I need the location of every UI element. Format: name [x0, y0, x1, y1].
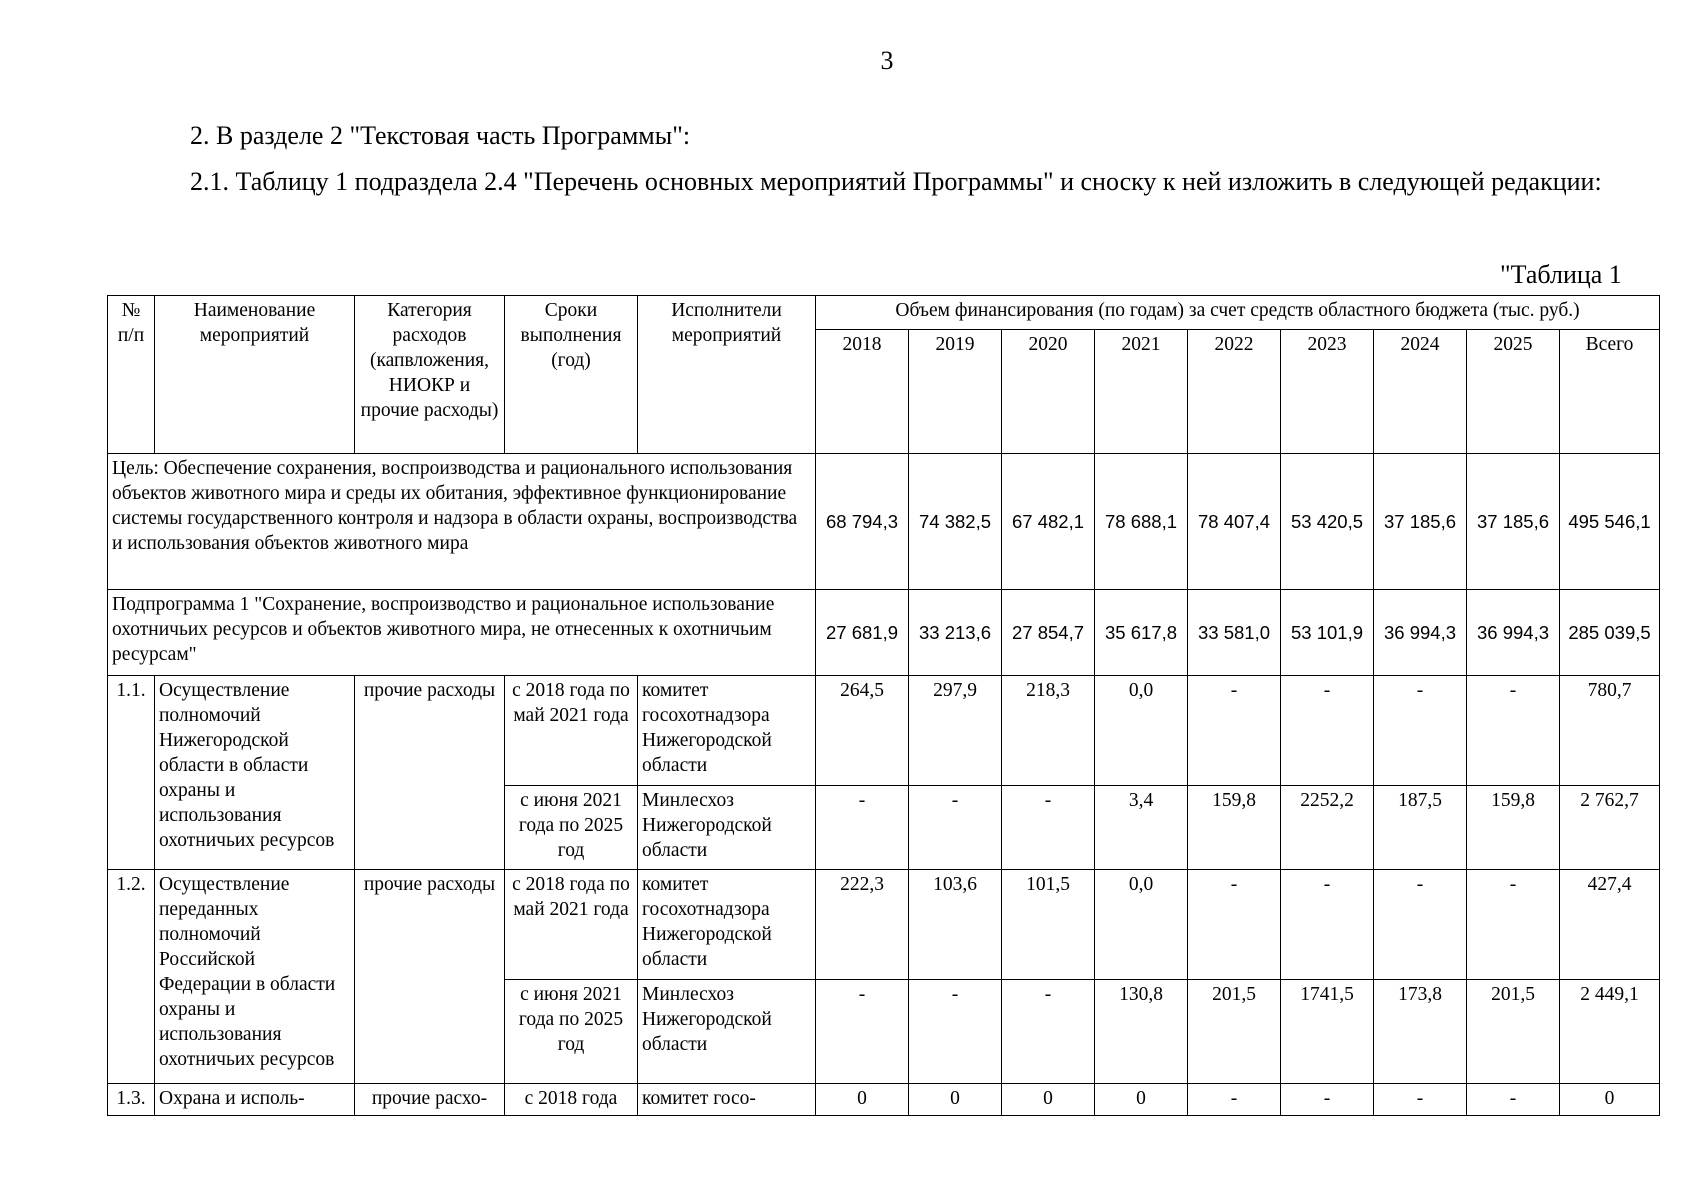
item-num: 1.3.: [108, 1084, 155, 1116]
header-category: Категория расходов (капвложения, НИОКР и прочие расходы): [355, 296, 505, 454]
header-period: Сроки выполнения (год): [505, 296, 638, 454]
item-value: 0: [1002, 1084, 1095, 1116]
item-value: 201,5: [1188, 980, 1281, 1084]
goal-text: Цель: Обеспечение сохранения, воспроизводства и рационального использования объектов животного мира и среды их обитания, эффективное функционирование системы государственного контроля и надзора в области охраны, воспроизводства и использования объектов животного мира: [108, 454, 816, 590]
item-value: -: [1188, 676, 1281, 786]
item-value: 103,6: [909, 870, 1002, 980]
item-value: 0: [816, 1084, 909, 1116]
paragraph-section-2: 2. В разделе 2 "Текстовая часть Программы":: [190, 121, 691, 150]
subprogram-value: 53 101,9: [1281, 590, 1374, 676]
goal-value: 37 185,6: [1467, 454, 1560, 590]
item-name: Осуществление полномочий Нижегородской области в области охраны и использования охотничьих ресурсов: [155, 676, 355, 870]
table-row: [108, 870, 1660, 980]
item-value: 201,5: [1467, 980, 1560, 1084]
goal-value: 67 482,1: [1002, 454, 1095, 590]
item-value: -: [1374, 870, 1467, 980]
item-value: -: [816, 980, 909, 1084]
item-period: с 2018 года по май 2021 года: [505, 676, 638, 786]
goal-value: 78 688,1: [1095, 454, 1188, 590]
item-executor: Минлесхоз Нижегородской области: [638, 786, 816, 870]
item-category: прочие расходы: [355, 870, 505, 1084]
item-value: -: [816, 786, 909, 870]
item-value: -: [909, 980, 1002, 1084]
item-value: -: [1281, 1084, 1374, 1116]
header-year: 2020: [1002, 330, 1095, 454]
subprogram-value: 33 213,6: [909, 590, 1002, 676]
goal-total: 495 546,1: [1560, 454, 1660, 590]
paragraph-table-instruction: 2.1. Таблицу 1 подраздела 2.4 "Перечень основных мероприятий Программы" и сноску к ней изложить в следующей редакции:: [190, 167, 1602, 196]
item-total: 780,7: [1560, 676, 1660, 786]
item-value: 2252,2: [1281, 786, 1374, 870]
item-executor: комитет госохотнадзора Нижегородской области: [638, 870, 816, 980]
subprogram-total: 285 039,5: [1560, 590, 1660, 676]
subprogram-value: 33 581,0: [1188, 590, 1281, 676]
item-value: 101,5: [1002, 870, 1095, 980]
header-year: 2018: [816, 330, 909, 454]
item-value: 1741,5: [1281, 980, 1374, 1084]
item-value: -: [1281, 870, 1374, 980]
item-value: -: [1467, 676, 1560, 786]
header-year: 2022: [1188, 330, 1281, 454]
goal-row: [108, 454, 1660, 590]
subprogram-value: 36 994,3: [1374, 590, 1467, 676]
item-period: с 2018 года по май 2021 года: [505, 870, 638, 980]
header-year: 2024: [1374, 330, 1467, 454]
item-value: 3,4: [1095, 786, 1188, 870]
item-value: 297,9: [909, 676, 1002, 786]
subprogram-value: 35 617,8: [1095, 590, 1188, 676]
item-period: с 2018 года: [505, 1084, 638, 1116]
goal-value: 53 420,5: [1281, 454, 1374, 590]
item-value: 0: [1095, 1084, 1188, 1116]
subprogram-value: 27 681,9: [816, 590, 909, 676]
item-value: -: [1281, 676, 1374, 786]
header-executors: Исполнители мероприятий: [638, 296, 816, 454]
item-value: -: [1467, 870, 1560, 980]
goal-value: 37 185,6: [1374, 454, 1467, 590]
item-name: Охрана и исполь-: [155, 1084, 355, 1116]
item-value: 264,5: [816, 676, 909, 786]
item-total: 427,4: [1560, 870, 1660, 980]
item-value: 173,8: [1374, 980, 1467, 1084]
table-row: [108, 1084, 1660, 1116]
item-value: -: [1188, 870, 1281, 980]
item-value: -: [1374, 676, 1467, 786]
item-value: 218,3: [1002, 676, 1095, 786]
item-total: 2 449,1: [1560, 980, 1660, 1084]
subprogram-text: Подпрограмма 1 "Сохранение, воспроизводство и рациональное использование охотничьих ресурсов и объектов животного мира, не отнесенных к охотничьим ресурсам": [108, 590, 816, 676]
item-executor: Минлесхоз Нижегородской области: [638, 980, 816, 1084]
item-value: 0,0: [1095, 676, 1188, 786]
item-category: прочие расхо-: [355, 1084, 505, 1116]
funding-table: [107, 295, 1660, 1116]
item-total: 0: [1560, 1084, 1660, 1116]
item-category: прочие расходы: [355, 676, 505, 870]
item-value: -: [1002, 980, 1095, 1084]
item-value: 187,5: [1374, 786, 1467, 870]
goal-value: 68 794,3: [816, 454, 909, 590]
table-row: [108, 676, 1660, 786]
goal-value: 74 382,5: [909, 454, 1002, 590]
goal-value: 78 407,4: [1188, 454, 1281, 590]
item-value: 130,8: [1095, 980, 1188, 1084]
item-value: -: [1188, 1084, 1281, 1116]
header-funding: Объем финансирования (по годам) за счет средств областного бюджета (тыс. руб.): [816, 296, 1660, 330]
item-period: с июня 2021 года по 2025 год: [505, 786, 638, 870]
item-value: 159,8: [1188, 786, 1281, 870]
item-value: 0: [909, 1084, 1002, 1116]
header-year: 2019: [909, 330, 1002, 454]
page-number: 3: [880, 46, 894, 75]
item-period: с июня 2021 года по 2025 год: [505, 980, 638, 1084]
item-value: 222,3: [816, 870, 909, 980]
item-value: -: [1002, 786, 1095, 870]
item-value: -: [1374, 1084, 1467, 1116]
item-num: 1.2.: [108, 870, 155, 1084]
item-value: 0,0: [1095, 870, 1188, 980]
item-value: -: [909, 786, 1002, 870]
header-year: 2021: [1095, 330, 1188, 454]
header-year: 2023: [1281, 330, 1374, 454]
item-value: -: [1467, 1084, 1560, 1116]
item-name: Осуществление переданных полномочий Российской Федерации в области охраны и использования охотничьих ресурсов: [155, 870, 355, 1084]
item-executor: комитет госохотнадзора Нижегородской области: [638, 676, 816, 786]
header-total: Всего: [1560, 330, 1660, 454]
item-executor: комитет госо-: [638, 1084, 816, 1116]
subprogram-value: 36 994,3: [1467, 590, 1560, 676]
subprogram-value: 27 854,7: [1002, 590, 1095, 676]
header-year: 2025: [1467, 330, 1560, 454]
header-num: № п/п: [108, 296, 155, 454]
item-value: 159,8: [1467, 786, 1560, 870]
item-total: 2 762,7: [1560, 786, 1660, 870]
subprogram-row: [108, 590, 1660, 676]
item-num: 1.1.: [108, 676, 155, 870]
header-name: Наименование мероприятий: [155, 296, 355, 454]
table-label: "Таблица 1: [1500, 260, 1622, 289]
